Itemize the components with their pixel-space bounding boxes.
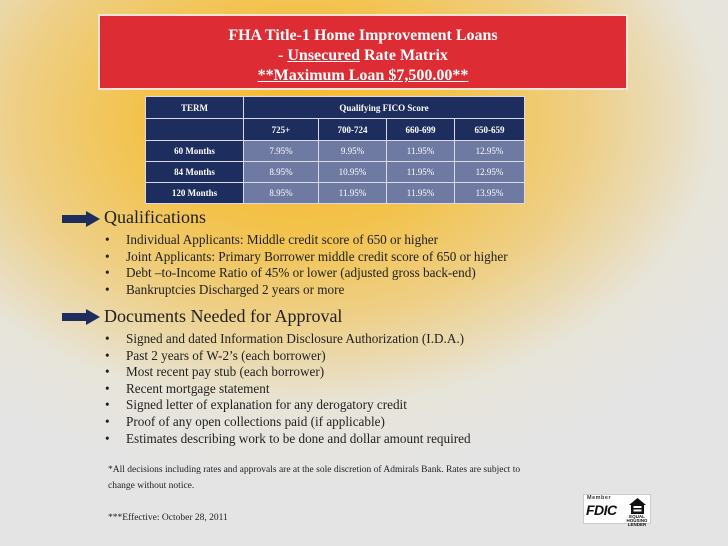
title-line-2	[100, 46, 626, 66]
fdic-logo	[583, 494, 651, 527]
title-line-2-prefix: -	[278, 47, 288, 64]
list-item-text: Bankruptcies Discharged 2 years or more	[126, 281, 345, 297]
list-item	[104, 232, 508, 249]
bullet-icon: •	[105, 413, 110, 429]
qualifications-list	[104, 232, 508, 298]
term-cell: 60 Months	[146, 141, 244, 162]
fico-column: 700-724	[319, 119, 387, 141]
rate-cell: 8.95%	[244, 162, 319, 183]
list-item	[104, 364, 471, 381]
equal-housing-icon	[628, 497, 647, 515]
bullet-icon: •	[105, 364, 110, 380]
bullet-icon: •	[105, 347, 110, 363]
rate-cell: 12.95%	[455, 141, 525, 162]
rate-cell: 11.95%	[387, 183, 455, 204]
fico-header: Qualifying FICO Score	[244, 97, 525, 119]
rate-cell: 11.95%	[387, 162, 455, 183]
list-item-text: Recent mortgage statement	[126, 380, 270, 396]
term-cell: 120 Months	[146, 183, 244, 204]
equal-housing-lender-text	[624, 515, 650, 527]
rate-cell: 13.95%	[455, 183, 525, 204]
list-item-text: Proof of any open collections paid (if applicable)	[126, 413, 385, 429]
list-item	[104, 331, 471, 348]
list-item-text: Joint Applicants: Primary Borrower middle credit score of 650 or higher	[126, 248, 508, 264]
equal-housing-line-1: EQUAL HOUSING	[626, 514, 648, 523]
table-row	[146, 162, 525, 183]
fdic-member-text: Member	[587, 495, 612, 501]
bullet-icon: •	[105, 380, 110, 396]
table-row	[146, 141, 525, 162]
list-item	[104, 431, 471, 448]
fico-column: 660-699	[387, 119, 455, 141]
right-arrow-icon	[62, 309, 100, 325]
list-item-text: Individual Applicants: Middle credit score of 650 or higher	[126, 232, 439, 247]
bullet-icon: •	[105, 232, 110, 247]
title-line-2-suffix: Rate Matrix	[359, 47, 448, 64]
rate-cell: 12.95%	[455, 162, 525, 183]
rate-cell: 11.95%	[387, 141, 455, 162]
fdic-text: FDIC	[586, 502, 617, 518]
list-item	[104, 282, 508, 299]
list-item-text: Estimates describing work to be done and dollar amount required	[126, 430, 471, 446]
bullet-icon: •	[105, 281, 110, 297]
equal-housing-line-2: LENDER	[627, 522, 647, 527]
rate-matrix-table	[145, 96, 525, 204]
list-item	[104, 249, 508, 266]
title-line-1: FHA Title-1 Home Improvement Loans	[228, 27, 498, 44]
title-banner	[98, 14, 628, 90]
bullet-icon: •	[105, 265, 110, 281]
list-item	[104, 381, 471, 398]
table-header-row	[146, 97, 525, 119]
blank-cell	[146, 119, 244, 141]
list-item-text: Most recent pay stub (each borrower)	[126, 364, 325, 380]
effective-date: ***Effective: October 28, 2011	[108, 513, 228, 523]
list-item-text: Past 2 years of W-2’s (each borrower)	[126, 347, 326, 363]
list-item-text: Debt –to-Income Ratio of 45% or lower (adjusted gross back-end)	[126, 265, 476, 281]
fico-columns-row	[146, 119, 525, 141]
fico-column: 725+	[244, 119, 319, 141]
title-unsecured: Unsecured	[287, 47, 360, 64]
list-item	[104, 414, 471, 431]
rate-cell: 8.95%	[244, 183, 319, 204]
list-item-text: Signed letter of explanation for any derogatory credit	[126, 397, 407, 413]
table-row	[146, 183, 525, 204]
fico-column: 650-659	[455, 119, 525, 141]
bullet-icon: •	[105, 397, 110, 413]
list-item	[104, 348, 471, 365]
documents-heading: Documents Needed for Approval	[104, 306, 343, 326]
rate-cell: 11.95%	[319, 183, 387, 204]
right-arrow-icon	[62, 211, 100, 227]
term-cell: 84 Months	[146, 162, 244, 183]
rate-cell: 7.95%	[244, 141, 319, 162]
title-line-3: **Maximum Loan $7,500.00**	[257, 67, 469, 84]
term-header: TERM	[146, 97, 244, 119]
bullet-icon: •	[105, 248, 110, 264]
disclaimer-text: *All decisions including rates and approvals are at the sole discretion of Admirals Bank. Rates are subject to change without notice.	[108, 465, 521, 491]
list-item	[104, 265, 508, 282]
qualifications-heading: Qualifications	[104, 207, 206, 227]
list-item-text: Signed and dated Information Disclosure Authorization (I.D.A.)	[126, 331, 465, 346]
rate-cell: 9.95%	[319, 141, 387, 162]
bullet-icon: •	[105, 331, 110, 346]
documents-list	[104, 331, 471, 447]
rate-cell: 10.95%	[319, 162, 387, 183]
bullet-icon: •	[105, 430, 110, 446]
list-item	[104, 397, 471, 414]
